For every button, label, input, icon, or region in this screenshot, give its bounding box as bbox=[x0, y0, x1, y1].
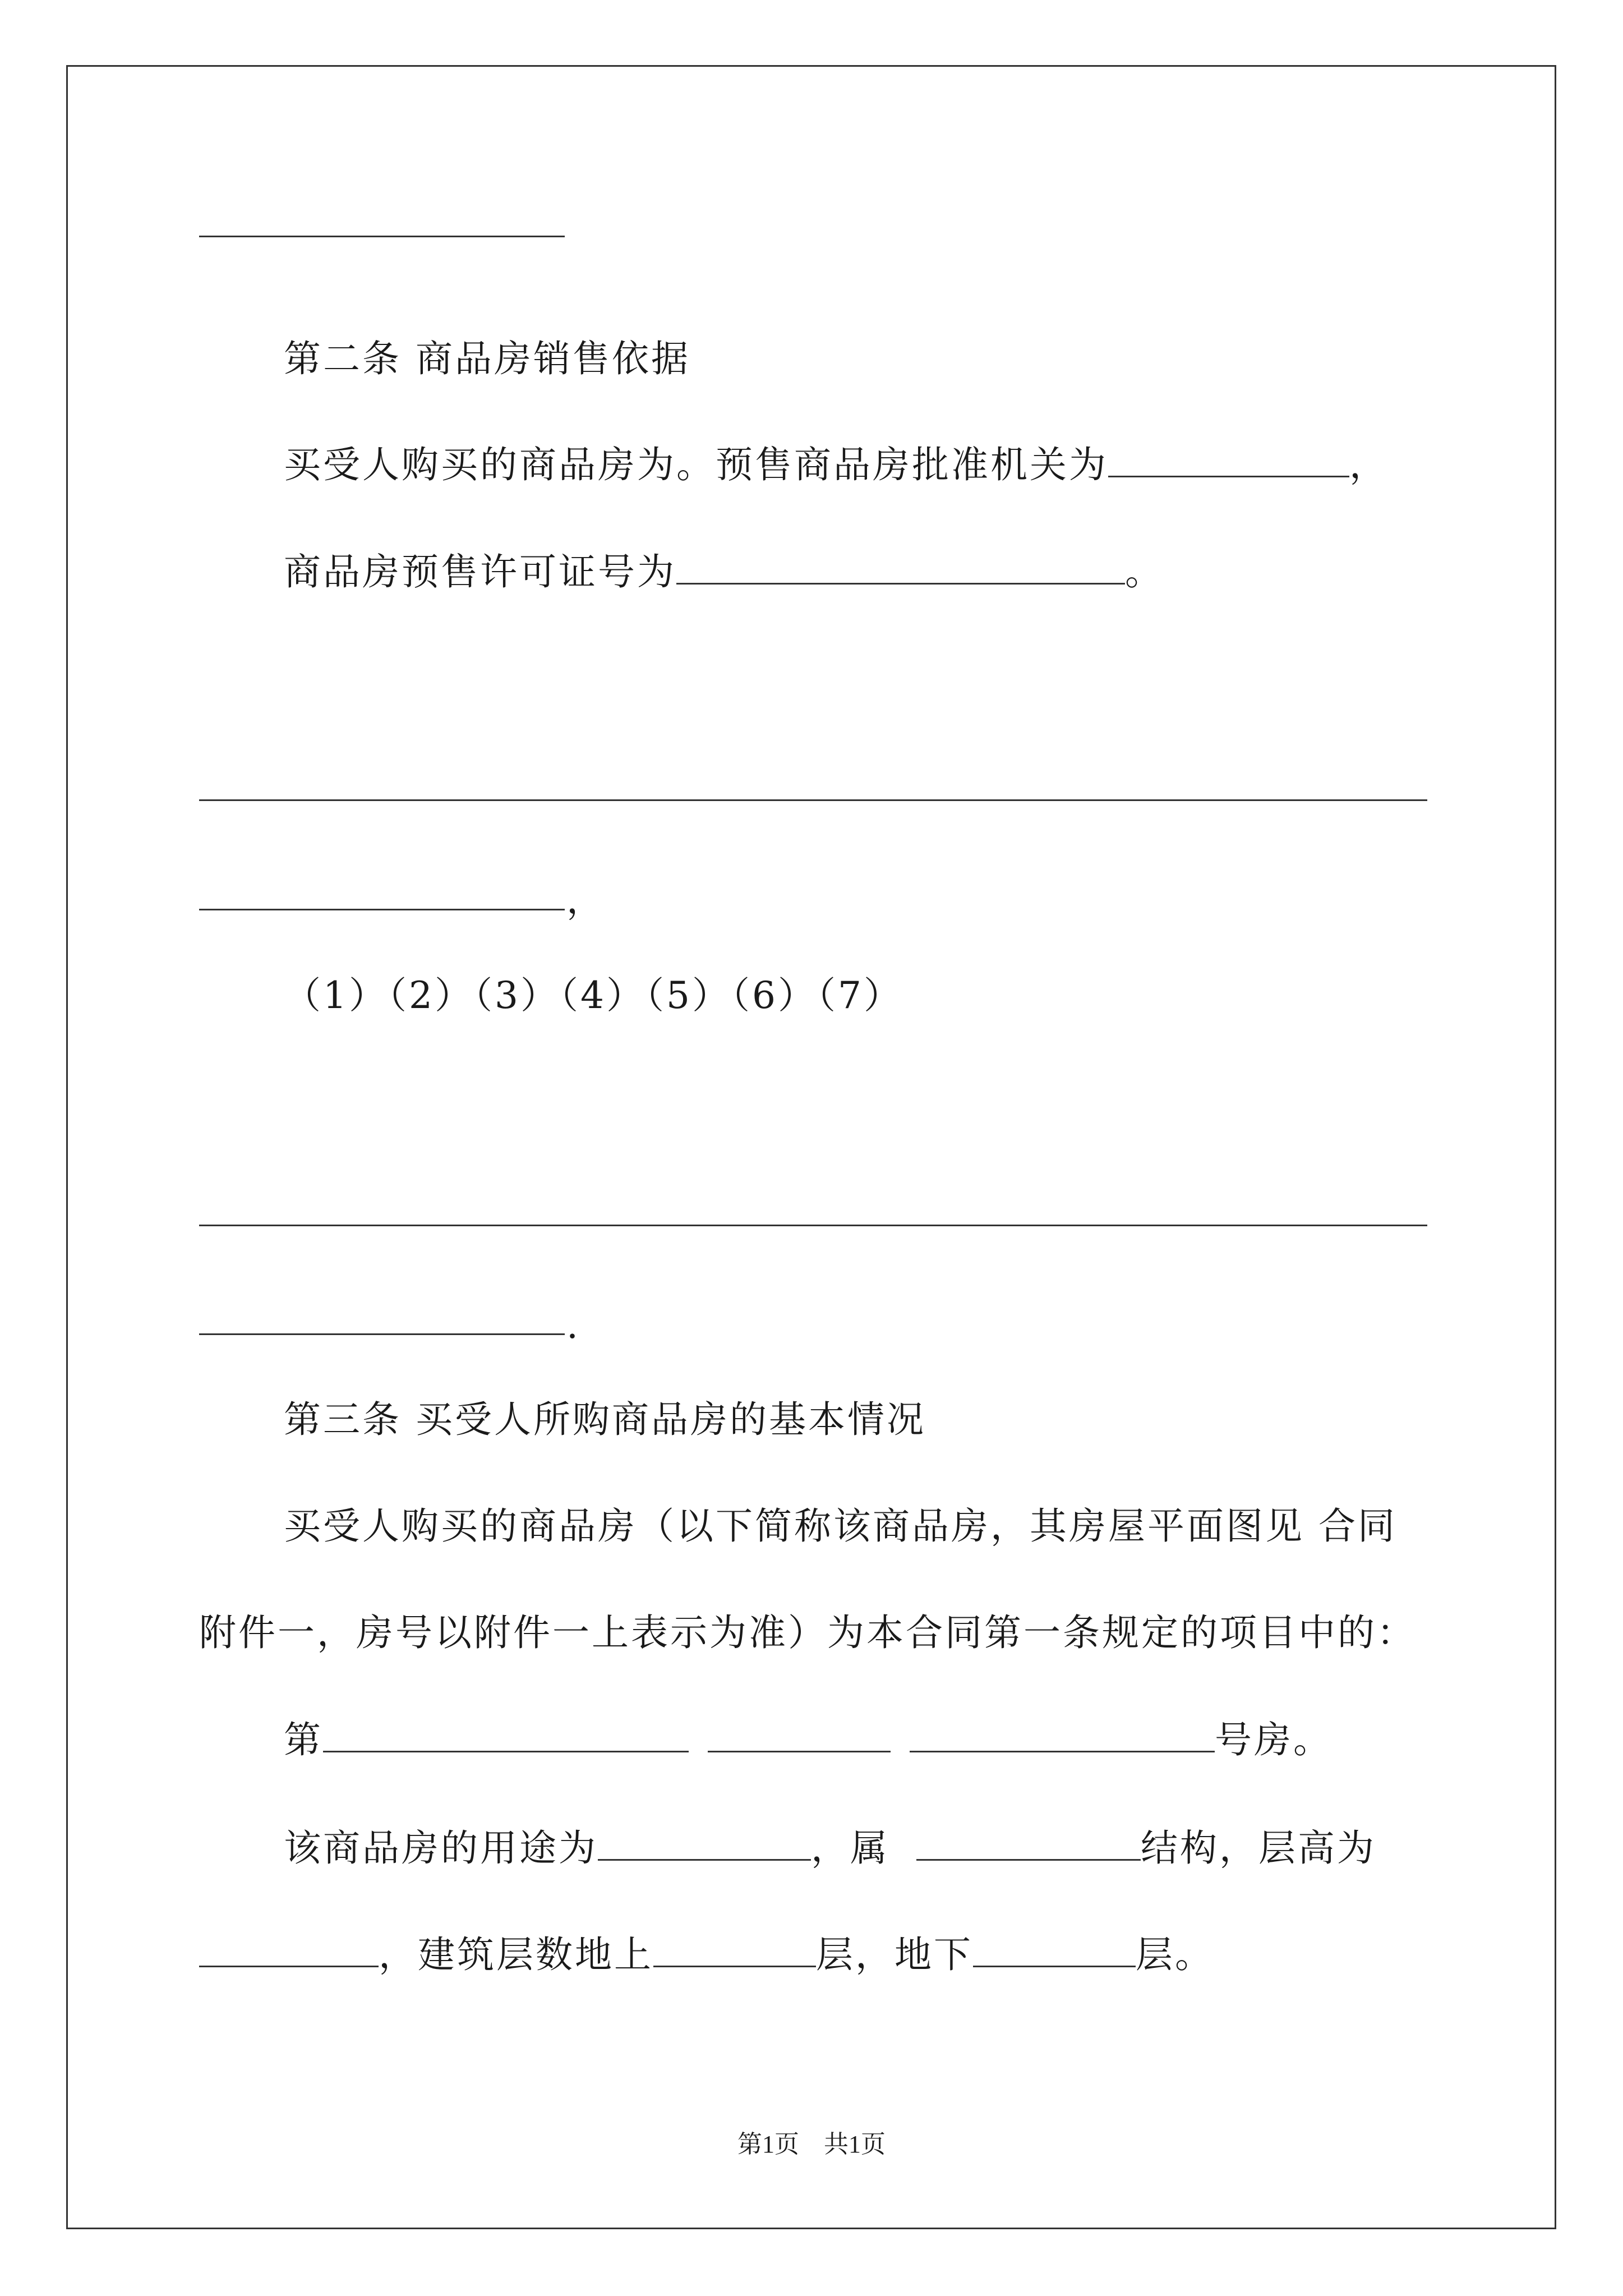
below-ground-floors-field[interactable] bbox=[973, 1931, 1136, 1967]
floors-mid: 层，地下 bbox=[816, 1933, 973, 1976]
approval-authority-line bbox=[284, 440, 1389, 490]
blank-line-comma bbox=[566, 875, 606, 926]
section-3-para-line-1 bbox=[284, 1501, 1397, 1552]
unit-field[interactable] bbox=[708, 1716, 891, 1752]
approval-authority-label: 买受人购买的商品房为。预售商品房批准机关为 bbox=[284, 443, 1108, 486]
usage-label: 该商品房的用途为 bbox=[284, 1826, 598, 1870]
usage-line bbox=[284, 1823, 1376, 1874]
floors-end: 层。 bbox=[1136, 1933, 1214, 1976]
approval-authority-field[interactable] bbox=[1108, 441, 1349, 477]
building-field[interactable] bbox=[323, 1716, 689, 1752]
presale-permit-field[interactable] bbox=[676, 548, 1125, 585]
comma-text: ， bbox=[566, 878, 606, 922]
blank-line-short-1[interactable] bbox=[199, 909, 565, 910]
approval-authority-end: ， bbox=[1349, 443, 1389, 486]
section-3-heading-text: 第三条 买受人所购商品房的基本情况 bbox=[284, 1398, 926, 1441]
room-prefix: 第 bbox=[284, 1718, 323, 1761]
structure-field[interactable] bbox=[916, 1824, 1141, 1861]
section-3-para-line-1-text: 买受人购买的商品房（以下简称该商品房，其房屋平面图见 合同 bbox=[284, 1504, 1397, 1548]
blank-line-full-2[interactable] bbox=[199, 1225, 1427, 1226]
room-suffix: 号房。 bbox=[1215, 1718, 1332, 1761]
blank-line-period bbox=[566, 1300, 580, 1351]
presale-permit-line bbox=[284, 547, 1164, 597]
period-text: . bbox=[566, 1304, 580, 1347]
floors-line bbox=[199, 1930, 1214, 1980]
section-3-para-line-2 bbox=[199, 1608, 1416, 1658]
room-number-line bbox=[284, 1715, 1332, 1765]
usage-sep: ，属 bbox=[811, 1826, 889, 1870]
section-2-heading bbox=[284, 334, 690, 384]
blank-line-short-2[interactable] bbox=[199, 1333, 565, 1335]
page-border bbox=[66, 65, 1556, 2229]
above-ground-floors-field[interactable] bbox=[653, 1931, 816, 1967]
blank-line-full-1[interactable] bbox=[199, 799, 1427, 801]
blank-line-top[interactable] bbox=[199, 236, 565, 237]
room-field[interactable] bbox=[910, 1716, 1215, 1752]
usage-field[interactable] bbox=[598, 1824, 811, 1861]
floor-height-field[interactable] bbox=[199, 1931, 379, 1967]
section-2-heading-text: 第二条 商品房销售依据 bbox=[284, 337, 690, 380]
presale-permit-label: 商品房预售许可证号为 bbox=[284, 550, 676, 593]
floors-label: ，建筑层数地上 bbox=[379, 1933, 653, 1976]
section-3-heading bbox=[284, 1395, 926, 1445]
page-number: 第1页 共1页 bbox=[737, 2131, 886, 2158]
numbered-items-text: （1）（2）（3）（4）（5）（6）（7） bbox=[284, 974, 903, 1017]
presale-permit-end: 。 bbox=[1125, 550, 1164, 593]
numbered-items bbox=[284, 970, 903, 1021]
page-footer bbox=[0, 2128, 1623, 2161]
section-3-para-line-2-text: 附件一，房号以附件一上表示为准）为本合同第一条规定的项目中的： bbox=[199, 1611, 1416, 1654]
structure-label: 结构，层高为 bbox=[1141, 1826, 1376, 1870]
